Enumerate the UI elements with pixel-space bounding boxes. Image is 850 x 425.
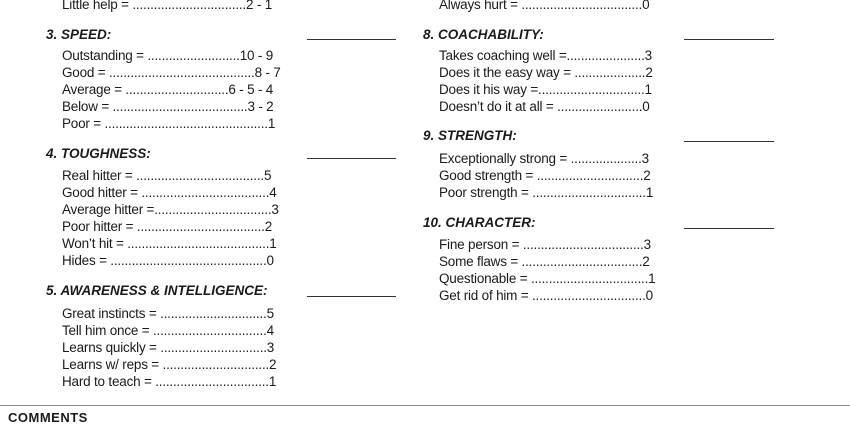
speed-item: Good = .........................................8 - 7: [62, 65, 281, 80]
character-score-field[interactable]: [684, 228, 774, 229]
character-item: Get rid of him = ................................0: [439, 288, 653, 303]
speed-item: Average = .............................6 - 5 - 4: [62, 82, 274, 97]
toughness-score-field[interactable]: [307, 158, 396, 159]
speed-item: Poor = ..............................................1: [62, 116, 276, 131]
awareness-item: Hard to teach = ................................1: [62, 374, 277, 389]
toughness-item: Won’t hit = ........................................1: [62, 236, 277, 251]
character-item: Fine person = ..................................3: [439, 237, 651, 252]
coachability-heading: 8. COACHABILITY:: [423, 27, 544, 42]
strength-item: Exceptionally strong = ....................3: [439, 151, 649, 166]
coachability-item: Doesn’t do it at all = ........................0: [439, 99, 650, 114]
toughness-item: Average hitter =.................................3: [62, 202, 279, 217]
character-item: Questionable = .................................1: [439, 271, 656, 286]
strength-item: Poor strength = ................................1: [439, 185, 654, 200]
toughness-heading: 4. TOUGHNESS:: [46, 146, 151, 161]
toughness-item: Good hitter = ....................................4: [62, 185, 277, 200]
character-item: Some flaws = ..................................2: [439, 254, 650, 269]
coachability-score-field[interactable]: [684, 39, 774, 40]
speed-item: Outstanding = ..........................10 - 9: [62, 48, 274, 63]
toughness-item: Hides = ............................................0: [62, 253, 274, 268]
awareness-score-field[interactable]: [307, 296, 396, 297]
awareness-heading: 5. AWARENESS & INTELLIGENCE:: [46, 283, 268, 298]
character-heading: 10. CHARACTER:: [423, 215, 536, 230]
awareness-item: Learns w/ reps = ..............................2: [62, 357, 277, 372]
toughness-item: Real hitter = ....................................5: [62, 168, 272, 183]
toughness-item: Poor hitter = ....................................2: [62, 219, 272, 234]
awareness-item: Tell him once = ................................4: [62, 323, 274, 338]
coachability-item: Does it his way =..............................1: [439, 82, 652, 97]
always-hurt-item: Always hurt = ..................................0: [439, 0, 650, 12]
coachability-item: Does it the easy way = ....................2: [439, 65, 653, 80]
strength-heading: 9. STRENGTH:: [423, 128, 517, 143]
speed-heading: 3. SPEED:: [46, 27, 112, 42]
coachability-item: Takes coaching well =......................3: [439, 48, 652, 63]
awareness-item: Great instincts = ..............................5: [62, 306, 274, 321]
speed-item: Below = ......................................3 - 2: [62, 99, 274, 114]
awareness-item: Learns quickly = ..............................3: [62, 340, 275, 355]
section-divider: [0, 405, 850, 406]
speed-score-field[interactable]: [307, 39, 396, 40]
comments-heading: COMMENTS: [8, 410, 88, 425]
strength-score-field[interactable]: [684, 141, 774, 142]
strength-item: Good strength = ..............................2: [439, 168, 651, 183]
little-help-item: Little help = ................................2 - 1: [62, 0, 273, 12]
